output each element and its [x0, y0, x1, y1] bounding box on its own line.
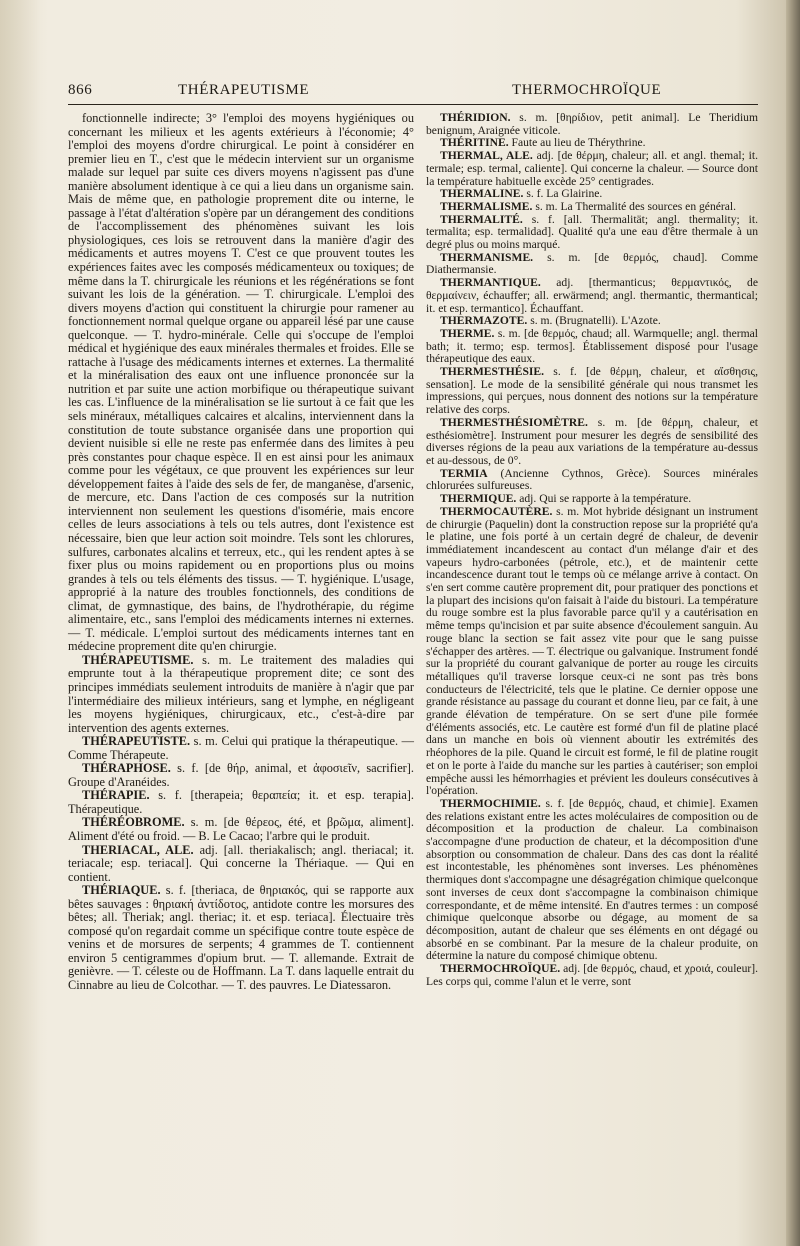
entry-text: s. m. (Brugnatelli). L'Azote.	[527, 314, 661, 328]
entry-headword: THERMOCAUTÈRE.	[440, 504, 553, 518]
dictionary-entry	[426, 468, 758, 493]
entry-text: s. f. [theriaca, de θηριακός, qui se rapporte aux bêtes sauvages : θηριακή ἀντίδοτος, antidote contre les morsures des bêtes; all. Theriak; angl. theriac; it. et esp. teriaca]. Électuaire très composé qu'on regardait comme un spécifique contre toute espèce de venins et de morsures de serpents; 4 grammes de T. contiennent environ 5 centigrammes d'opium brut. — T. allemande. Extrait de genièvre. — T. céleste ou de Hoffmann. La T. dans laquelle entrait du Cinnabre au lieu de Colcothar. — T. des pauvres. Le Diatessaron.	[68, 883, 414, 992]
entry-headword: THERMAZOTE.	[440, 314, 528, 328]
entry-headword: THÉRIAQUE.	[82, 883, 161, 898]
dictionary-entry	[68, 762, 414, 789]
left-column	[68, 112, 414, 993]
dictionary-entry	[426, 252, 758, 277]
entry-text: s. f. [therapeia; θεραπεία; it. et esp. terapia]. Thérapeutique.	[68, 788, 414, 816]
entry-headword: THERMOCHROÏQUE.	[440, 962, 561, 976]
entry-text: (Ancienne Cythnos, Grèce). Sources minérales chlorurées sulfureuses.	[426, 466, 758, 493]
entry-headword: THERME.	[440, 326, 495, 340]
entry-text: s. m. [de θέρμη, chaleur, et esthésiomètre]. Instrument pour mesurer les degrés de sensibilité des diverses régions de la peau aux variations de la température au-dessus et au-dessous, de 0°.	[426, 415, 758, 467]
dictionary-entry	[426, 328, 758, 366]
dictionary-entry	[68, 884, 414, 992]
entry-headword: THERMALITÉ.	[440, 212, 523, 226]
header-rule	[68, 104, 758, 105]
entry-headword: TERMIA	[440, 466, 488, 480]
entry-text: s. m. [de θερμός, chaud]. Comme Diathermansie.	[426, 250, 758, 277]
entry-text: fonctionnelle indirecte; 3° l'emploi des moyens hygiéniques ou concernant les milieux et les agents extérieurs à l'économie; 4° l'emploi des moyens d'ordre chirurgical. Le point à considérer en premier lieu en T., c'est que le médecin intervient sur un organisme malade sur lequel par suite ces divers moyens n'agissent pas d'une manière absolument identique à ce qui a lieu dans un organisme sain. Mais de même que, en pathologie proprement dite ou interne, le passage à l'état d'altération s'opère par un dérangement des conditions de l'accomplissement des phénomènes suivant les lois physiologiques, ces lois se retrouvent dans la manière d'agir des médicaments et autres moyens T. C'est ce que prouvent toutes les expériences faites avec les composés médicamenteux ou toxiques; de même dans la T. chirurgicale les réunions et les régénérations se font suivant les lois de la génération. — T. chirurgicale. L'emploi des divers moyens d'action qui constituent la chirurgie pour ramener au fonctionnement normal quelque organe ou appareil lésé par une cause quelconque. — T. hydro-minérale. Celle qui s'occupe de l'emploi médical et hygiénique des eaux minérales thermales et froides. Elle se rattache à l'usage des médicaments internes et externes. La thermalité et la minéralisation des eaux ont une influence prononcée sur la nutrition et par suite une action morbifique ou thérapeutique suivant les cas. L'influence de la minéralisation se lie surtout à ce fait que les sels minéraux, métalliques calcaires et alcalins, interviennent dans la constitution de toute substance organisée dans une proportion qui devient nuisible si elle ne reste pas enfermée dans des limites à peu près constantes pour chaque espèce. Il en est ainsi pour les animaux comme pour les végétaux, ce que prouvent les expériences sur leur développement faites à l'aide des sels de fer, de manganèse, d'arsenic, de mercure, etc. Dans l'action de ces composés sur la nutrition interviennent non seulement les questions d'isomérie, mais encore celles de leurs associations à tels ou tels autres, dont l'existence est nécessaire, bien que leur action soit moindre. Tels sont les chlorures, sulfures, carbonates alcalins et terreux, etc., qui les rendent aptes à se fixer plus ou moins rapidement ou en proportions plus ou moins grandes à tels ou tels éléments des tissus. — T. hygiénique. L'usage, approprié à la nature des troubles fonctionnels, des conditions de climat, de gymnastique, des bains, de l'hydrothérapie, du régime alimentaire, etc., sans l'emploi des médicaments internes ni externes. — T. médicale. L'emploi surtout des médicaments internes tant en médecine proprement dite qu'en chirurgie.	[68, 111, 414, 654]
page-header	[0, 82, 800, 104]
entry-headword: THÉRIDION.	[440, 111, 511, 124]
dictionary-entry	[426, 963, 758, 988]
entry-text: s. f. [de θήρ, animal, et ἀφοσιεῖν, sacrifier]. Groupe d'Aranéides.	[68, 761, 414, 789]
entry-text: adj. [all. theriakalisch; angl. theriacal; it. teriacale; esp. teriacal]. Qui concerne la Thériaque. — Qui en contient.	[68, 842, 414, 884]
entry-text: adj. [de θερμός, chaud, et χροιά, couleur]. Les corps qui, comme l'alun et le verre, sont	[426, 962, 758, 988]
dictionary-entry	[68, 844, 414, 885]
entry-text: s. m. [de θερμός, chaud; all. Warmquelle; angl. thermal bath; it. termo; esp. termos]. Établissement disposé pour l'usage thérapeutique des eaux.	[426, 326, 758, 366]
page-edge-shadow	[786, 0, 800, 1246]
entry-headword: THÉRÉOBROME.	[82, 815, 185, 830]
entry-text: adj. [thermanticus; θερμαντικός, de θερμαίνειν, échauffer; all. erwärmend; angl. thermantic, thermantical; it. et esp. termantico]. Échauffant.	[426, 276, 758, 315]
entry-headword: THERMALISME.	[440, 199, 533, 213]
entry-text: adj. Qui se rapporte à la température.	[516, 492, 692, 506]
entry-headword: THÉRAPEUTISTE.	[82, 734, 191, 749]
entry-headword: THERMALINE.	[440, 187, 524, 201]
entry-headword: THERMANISME.	[440, 250, 534, 264]
dictionary-entry	[68, 654, 414, 735]
right-column	[426, 112, 758, 989]
dictionary-entry	[68, 789, 414, 816]
entry-text: s. m. [θηρίδιον, petit animal]. Le Theridium benignum, Araignée viticole.	[426, 111, 758, 137]
dictionary-entry	[426, 506, 758, 798]
entry-text: s. m. [de θέρεος, été, et βρῶμα, aliment]. Aliment d'été ou froid. — B. Le Cacao; l'arbre qui le produit.	[68, 815, 414, 843]
entry-headword: THERMAL, ALE.	[440, 149, 533, 163]
dictionary-entry	[426, 150, 758, 188]
dictionary-entry	[68, 112, 414, 654]
dictionary-entry	[426, 112, 758, 137]
running-head-right: THERMOCHROÏQUE	[512, 82, 662, 98]
dictionary-entry	[426, 277, 758, 315]
entry-headword: THÉRAPEUTISME.	[82, 652, 194, 667]
entry-text: s. m. Le traitement des maladies qui emprunte tout à la thérapeutique proprement dite; ce sont des principes immédiats seulement introduits de manière à n'agir que par l'intermédiaire des milieux intérieurs, sang et lymphe, en négligeant les moyens hygiéniques, chirurgicaux, etc., c'est-à-dire par intervention des agents externes.	[68, 652, 414, 735]
entry-headword: THERMANTIQUE.	[440, 276, 541, 290]
entry-headword: THÉRAPIE.	[82, 788, 150, 803]
entry-headword: THÉRITINE.	[440, 136, 509, 150]
entry-text: s. m. Mot hybride désignant un instrument de chirurgie (Paquelin) dont la construction repose sur la propriété qu'a le platine, une fois porté à un certain degré de chaleur, de devenir immédiatement incandescent au contact d'un mélange d'air et des vapeurs hydro-carbonées (pétrole, etc.), et de maintenir cette incandescence durant tout le temps où ce mélange arrive à contact. On s'en sert comme cautère proprement dit, pour pratiquer des ponctions et la plupart des incisions qu'on faisait à l'aide du bistouri. La température du rouge sombre est la plus favorable parce qu'il y a cautérisation en même temps qu'incision et par suite absence d'écoulement sanguin. Au rouge blanc la section se fait assez vite pour que le sang puisse s'échapper des artères. — T. électrique ou galvanique. Instrument fondé sur la propriété du courant galvanique de porter au rouge les circuits métalliques qu'il traverse lorsque ceux-ci ne sont pas très bons conducteurs de l'électricité, tels que le platine. Ce dernier oppose une grande résistance au passage du courant et donne lieu, par ce fait, à une grande élévation de température. On se sert d'une pile formée d'éléments associés, etc. Le cautère est formé d'un fil de platine placé dans un manche en bois où viennent aboutir les extrémités des rhéophores de la pile. Quand le circuit est formé, le fil de platine rougit et on le porte à l'aide du manche sur les parties à cautériser; son emploi empêche aussi les hémorrhagies et prévient les douleurs consécutives à l'opération.	[426, 504, 758, 798]
entry-text: s. f. [de θέρμη, chaleur, et αἴσθησις, sensation]. Le mode de la sensibilité générale qui nous transmet les impressions, qui perçues, nous donnent des notions sur la température relative des corps.	[426, 365, 758, 417]
entry-text: Faute au lieu de Thérythrine.	[508, 136, 646, 150]
dictionary-entry	[426, 417, 758, 468]
entry-headword: THERMIQUE.	[440, 492, 517, 506]
entry-text: s. m. La Thermalité des sources en général.	[532, 199, 737, 213]
page-gutter-shadow	[0, 0, 40, 1246]
dictionary-entry	[426, 214, 758, 252]
entry-headword: THERMESTHÉSIOMÈTRE.	[440, 415, 588, 429]
entry-headword: THERMESTHÉSIE.	[440, 365, 545, 379]
entry-text: s. f. La Glairine.	[523, 187, 603, 201]
entry-headword: THÉRAPHOSE.	[82, 761, 171, 776]
entry-text: adj. [de θέρμη, chaleur; all. et angl. themal; it. termale; esp. termal, caliente]. Qui concerne la chaleur. — Source dont la température habituelle excède 25° centigrades.	[426, 149, 758, 188]
entry-text: s. f. [de θερμός, chaud, et chimie]. Examen des relations existant entre les actes moléculaires de composition ou de décomposition et la production de chaleur. La combinaison s'accompagne d'une production de chateur, et la décomposition d'une absorption ou consommation de chaleur. Dans des cas dont la réalité est incontestable, les phénomènes sont inverses. Les phénomènes thermiques dont s'accompagne une désagrégation chimique quelconque sont inverses de ceux dont s'accompagne la combinaison chimique correspondante, et de même intensité. En d'autres termes : un composé chimique quelconque absorbe ou dégage, au moment de sa décomposition, autant de chaleur que ses éléments en ont dégagé ou absorbé en se combinant. Par la mesure de la chaleur produite, on détermine la nature du composé chimique obtenu.	[426, 796, 758, 963]
dictionary-entry	[68, 735, 414, 762]
entry-text: s. m. Celui qui pratique la thérapeutique. — Comme Thérapeute.	[68, 734, 414, 762]
dictionary-entry	[68, 816, 414, 843]
dictionary-entry	[426, 798, 758, 963]
dictionary-entry	[426, 366, 758, 417]
entry-headword: THERIACAL, ALE.	[82, 842, 194, 857]
running-head-left: THÉRAPEUTISME	[178, 82, 310, 98]
entry-text: s. f. [all. Thermalität; angl. thermality; it. termalita; esp. termalidad]. Qualité qu'a une eau d'être thermale à un degré plus ou moins marqué.	[426, 212, 758, 252]
page-number: 866	[68, 82, 93, 98]
entry-headword: THERMOCHIMIE.	[440, 796, 541, 810]
